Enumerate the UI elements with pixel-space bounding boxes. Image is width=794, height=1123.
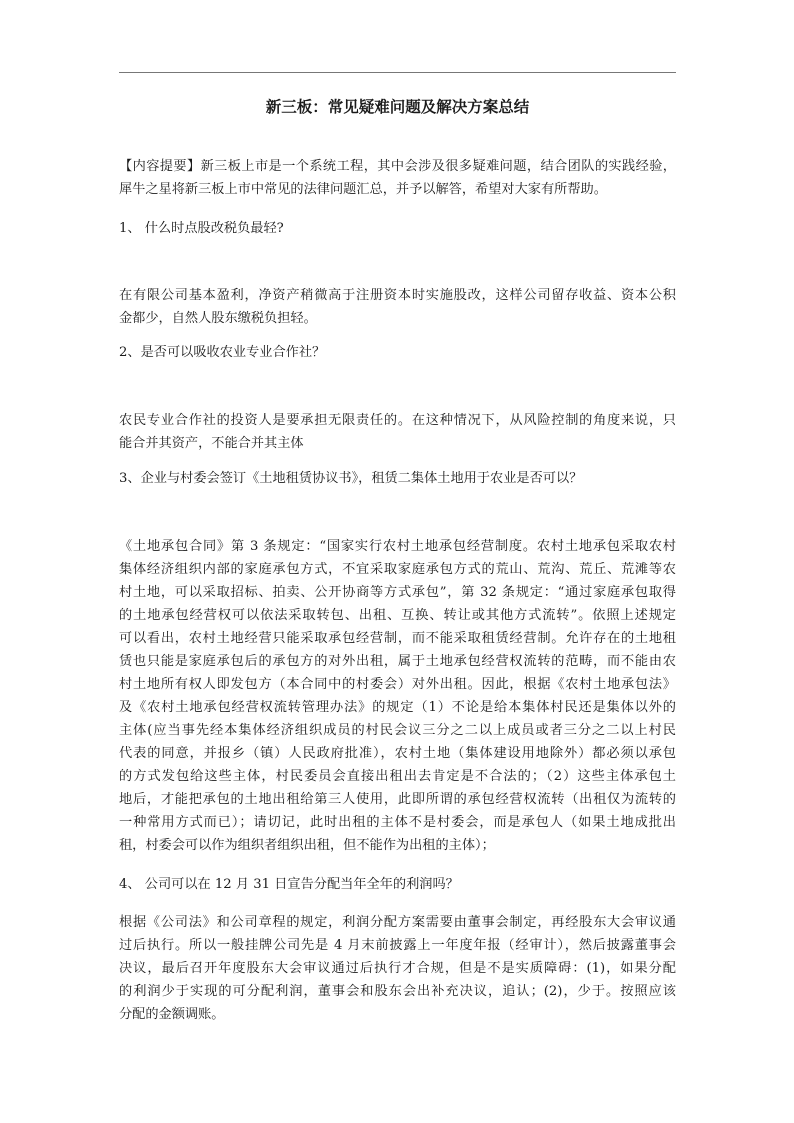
text-line: 及《农村土地承包经营权流转管理办法》的规定（1）不论是给本集体村民还是集体以外的 — [119, 700, 676, 715]
text-line: 地后，才能把承包的土地出租给第三人使用，此即所谓的承包经营权流转（出租仅为流转的 — [119, 792, 676, 807]
text-line: 代表的同意，并报乡（镇）人民政府批准），农村土地（集体建设用地除外）都必须以承包 — [119, 746, 676, 761]
text-line: 的利润少于实现的可分配利润，董事会和股东会出补充决议，追认；(2)，少于。按照应该 — [119, 984, 676, 999]
text-line: 在有限公司基本盈利，净资产稍微高于注册资本时实施股改，这样公司留存收益、资本公积 — [119, 288, 676, 303]
question-heading: 2、是否可以吸收农业专业合作社？ — [119, 345, 326, 360]
document-title: 新三板：常见疑难问题及解决方案总结 — [265, 97, 530, 116]
answer-1 — [119, 284, 676, 330]
question-heading: 1、 什么时点股改税负最轻? — [119, 221, 284, 236]
answer-4 — [119, 911, 676, 1026]
text-line: 决议，最后召开年度股东大会审议通过后执行才合规，但是不是实质障碍：(1)，如果分配 — [119, 961, 676, 976]
question-heading: 3、企业与村委会签订《土地租赁协议书》，租赁二集体土地用于农业是否可以？ — [119, 471, 583, 486]
answer-2 — [119, 409, 676, 455]
text-line: 可以看出，农村土地经营只能采取承包经营制，而不能采取租赁经营制。允许存在的土地租 — [119, 631, 676, 646]
text-line: 集体经济组织内部的家庭承包方式，不宜采取家庭承包方式的荒山、荒沟、荒丘、荒滩等农 — [119, 562, 676, 577]
text-line: 租，村委会可以作为组织者组织出租，但不能作为出租的主体）； — [119, 838, 495, 853]
question-heading: 4、 公司可以在 12 月 31 日宣告分配当年全年的利润吗？ — [119, 877, 459, 892]
text-line: 根据《公司法》和公司章程的规定，利润分配方案需要由董事会制定，再经股东大会审议通 — [119, 915, 676, 930]
text-line: 分配的金额调账。 — [119, 1007, 225, 1022]
text-line: 过后执行。所以一般挂牌公司先是 4 月末前披露上一年度年报（经审计），然后披露董事会 — [119, 938, 676, 953]
text-line: 的土地承包经营权可以依法采取转包、出租、互换、转让或其他方式流转”。依照上述规定 — [119, 608, 676, 623]
text-line: 犀牛之星将新三板上市中常见的法律问题汇总，并予以解答，希望对大家有所帮助。 — [119, 182, 607, 197]
summary-paragraph — [119, 155, 676, 201]
question-4 — [119, 873, 676, 896]
header-rule — [119, 72, 676, 73]
text-line: 农民专业合作社的投资人是要承担无限责任的。在这种情况下，从风险控制的角度来说，只 — [119, 413, 676, 428]
question-3 — [119, 467, 676, 490]
text-line: 主体(应当事先经本集体经济组织成员的村民会议三分之二以上成员或者三分之二以上村民 — [119, 723, 676, 738]
answer-3 — [119, 535, 676, 857]
question-2 — [119, 341, 676, 364]
text-line: 【内容提要】新三板上市是一个系统工程，其中会涉及很多疑难问题，结合团队的实践经验， — [119, 159, 676, 174]
text-line: 村土地，可以采取招标、拍卖、公开协商等方式承包”，第 32 条规定：“通过家庭承包取得 — [119, 585, 676, 600]
text-line: 金都少，自然人股东缴税负担轻。 — [119, 311, 317, 326]
text-line: 赁也只能是家庭承包后的承包方的对外出租，属于土地承包经营权流转的范畴，而不能由农 — [119, 654, 676, 669]
text-line: 能合并其资产，不能合并其主体 — [119, 436, 304, 451]
text-line: 一种常用方式而已）；请切记，此时出租的主体不是村委会，而是承包人（如果土地成批出 — [119, 815, 676, 830]
question-1 — [119, 217, 676, 240]
text-line: 《土地承包合同》第 3 条规定：“国家实行农村土地承包经营制度。农村土地承包采取农村 — [119, 539, 676, 554]
text-line: 的方式发包给这些主体，村民委员会直接出租出去肯定是不合法的；（2）这些主体承包土 — [119, 769, 676, 784]
text-line: 村土地所有权人即发包方（本合同中的村委会）对外出租。因此，根据《农村土地承包法》 — [119, 677, 676, 692]
